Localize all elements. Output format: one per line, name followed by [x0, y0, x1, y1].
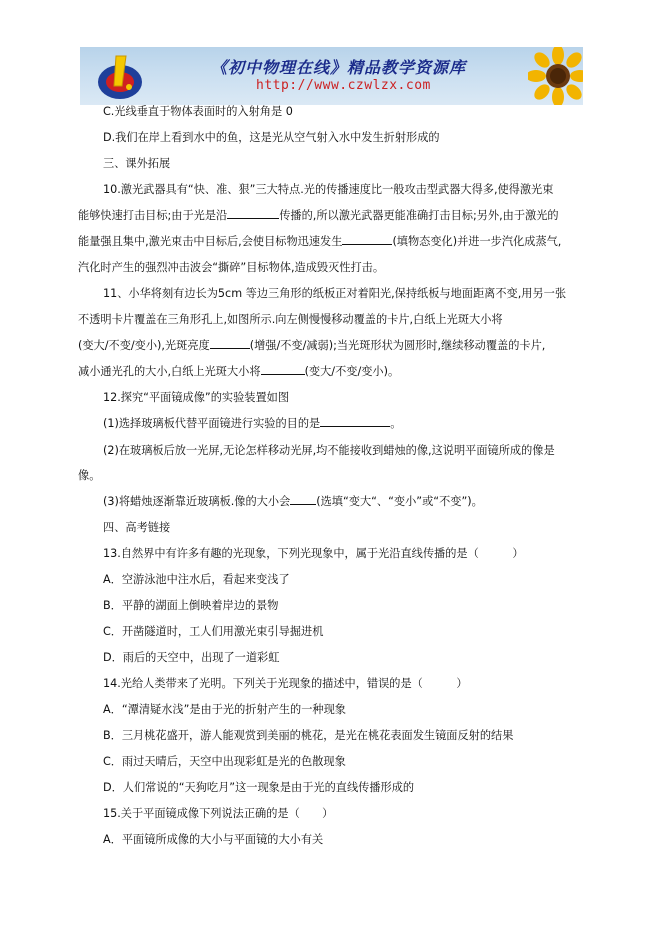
q11-text-a: (变大/不变/变小),光斑亮度: [78, 339, 210, 352]
q13-stem: 13.自然界中有许多有趣的光现象，下列光现象中，属于光沿直线传播的是（ ）: [103, 547, 524, 560]
q14-option-a: A．“潭清疑水浅”是由于光的折射产生的一种现象: [103, 703, 346, 716]
q12-line-2: [103, 416, 401, 432]
banner-title: 《初中物理在线》精品教学资源库: [211, 58, 467, 77]
q12-text-c: (3)将蜡烛逐渐靠近玻璃板.像的大小会: [103, 495, 291, 508]
option-d-line: D.我们在岸上看到水中的鱼，这是光从空气射入水中发生折射形成的: [103, 131, 440, 144]
answer-blank[interactable]: [342, 234, 392, 245]
q15-option-a: A．平面镜所成像的大小与平面镜的大小有关: [103, 833, 324, 846]
answer-blank[interactable]: [320, 416, 390, 427]
q10-text-a: 能够快速打击目标;由于光是沿: [78, 209, 228, 222]
q14-option-c: C．雨过天晴后，天空中出现彩虹是光的色散现象: [103, 755, 346, 768]
answer-blank[interactable]: [290, 494, 316, 505]
q12-text-b: 。: [390, 417, 402, 430]
q12-line-3: (2)在玻璃板后放一光屏,无论怎样移动光屏,均不能接收到蜡烛的像,这说明平面镜所成的像是: [103, 444, 555, 457]
banner-url: http://www.czwlzx.com: [256, 78, 431, 93]
answer-blank[interactable]: [210, 338, 250, 349]
q11-text-c: 减小通光孔的大小,白纸上光斑大小将: [78, 365, 261, 378]
q10-text-b: 传播的,所以激光武器更能准确打击目标;另外,由于激光的: [279, 209, 559, 222]
q13-option-c: C．开凿隧道时，工人们用激光束引导掘进机: [103, 625, 324, 638]
q10-line-4: 汽化时产生的强烈冲击波会“撕碎”目标物体,造成毁灭性打击。: [78, 261, 385, 274]
q10-text-c: 能量强且集中,激光束击中目标后,会使目标物迅速发生: [78, 235, 343, 248]
q11-line-1: 11、小华将刻有边长为5cm 等边三角形的纸板正对着阳光,保持纸板与地面距离不变,用另一张: [103, 287, 567, 300]
sunflower-icon: [528, 47, 583, 105]
q14-option-d: D．人们常说的“天狗吃月”这一现象是由于光的直线传播形成的: [103, 781, 415, 794]
q15-stem: 15.关于平面镜成像下列说法正确的是（ ）: [103, 807, 334, 820]
q12-line-4: 像。: [78, 469, 101, 482]
q11-line-2: 不透明卡片覆盖在三角形孔上,如图所示.向左侧慢慢移动覆盖的卡片,白纸上光斑大小将: [78, 313, 503, 326]
q12-text-a: (1)选择玻璃板代替平面镜进行实验的目的是: [103, 417, 321, 430]
q14-option-b: B．三月桃花盛开，游人能观赏到美丽的桃花，是光在桃花表面发生镜面反射的结果: [103, 729, 514, 742]
header-banner: [80, 47, 583, 105]
q11-text-b: (增强/不变/减弱);当光斑形状为圆形时,继续移动覆盖的卡片,: [249, 339, 546, 352]
logo-icon: [96, 52, 148, 102]
q10-line-2: [78, 208, 559, 224]
q14-stem: 14.光给人类带来了光明。下列关于光现象的描述中，错误的是（ ）: [103, 677, 468, 690]
q11-text-d: (变大/不变/变小)。: [304, 365, 400, 378]
option-c-line: C.光线垂直于物体表面时的入射角是 0: [103, 105, 293, 118]
q10-text-d: (填物态变化)并进一步汽化成蒸气,: [392, 235, 562, 248]
q10-line-1: 10.激光武器具有“快、准、狠”三大特点.光的传播速度比一般攻击型武器大得多,使得激光束: [103, 183, 554, 196]
q13-option-b: B．平静的湖面上倒映着岸边的景物: [103, 599, 279, 612]
answer-blank[interactable]: [227, 208, 279, 219]
answer-blank[interactable]: [261, 364, 305, 375]
q12-line-1: 12.探究“平面镜成像”的实验装置如图: [103, 391, 290, 404]
q10-line-3: [78, 234, 561, 250]
section-heading-extension: 三、课外拓展: [103, 157, 171, 170]
section-heading-exam: 四、高考链接: [103, 521, 171, 534]
q13-option-a: A．空游泳池中注水后，看起来变浅了: [103, 573, 290, 586]
q12-text-d: (选填“变大“、“变小”或“不变”)。: [316, 495, 483, 508]
q11-line-4: [78, 364, 399, 380]
q12-line-5: [103, 494, 483, 510]
q11-line-3: [78, 338, 545, 354]
q13-option-d: D．雨后的天空中，出现了一道彩虹: [103, 651, 280, 664]
